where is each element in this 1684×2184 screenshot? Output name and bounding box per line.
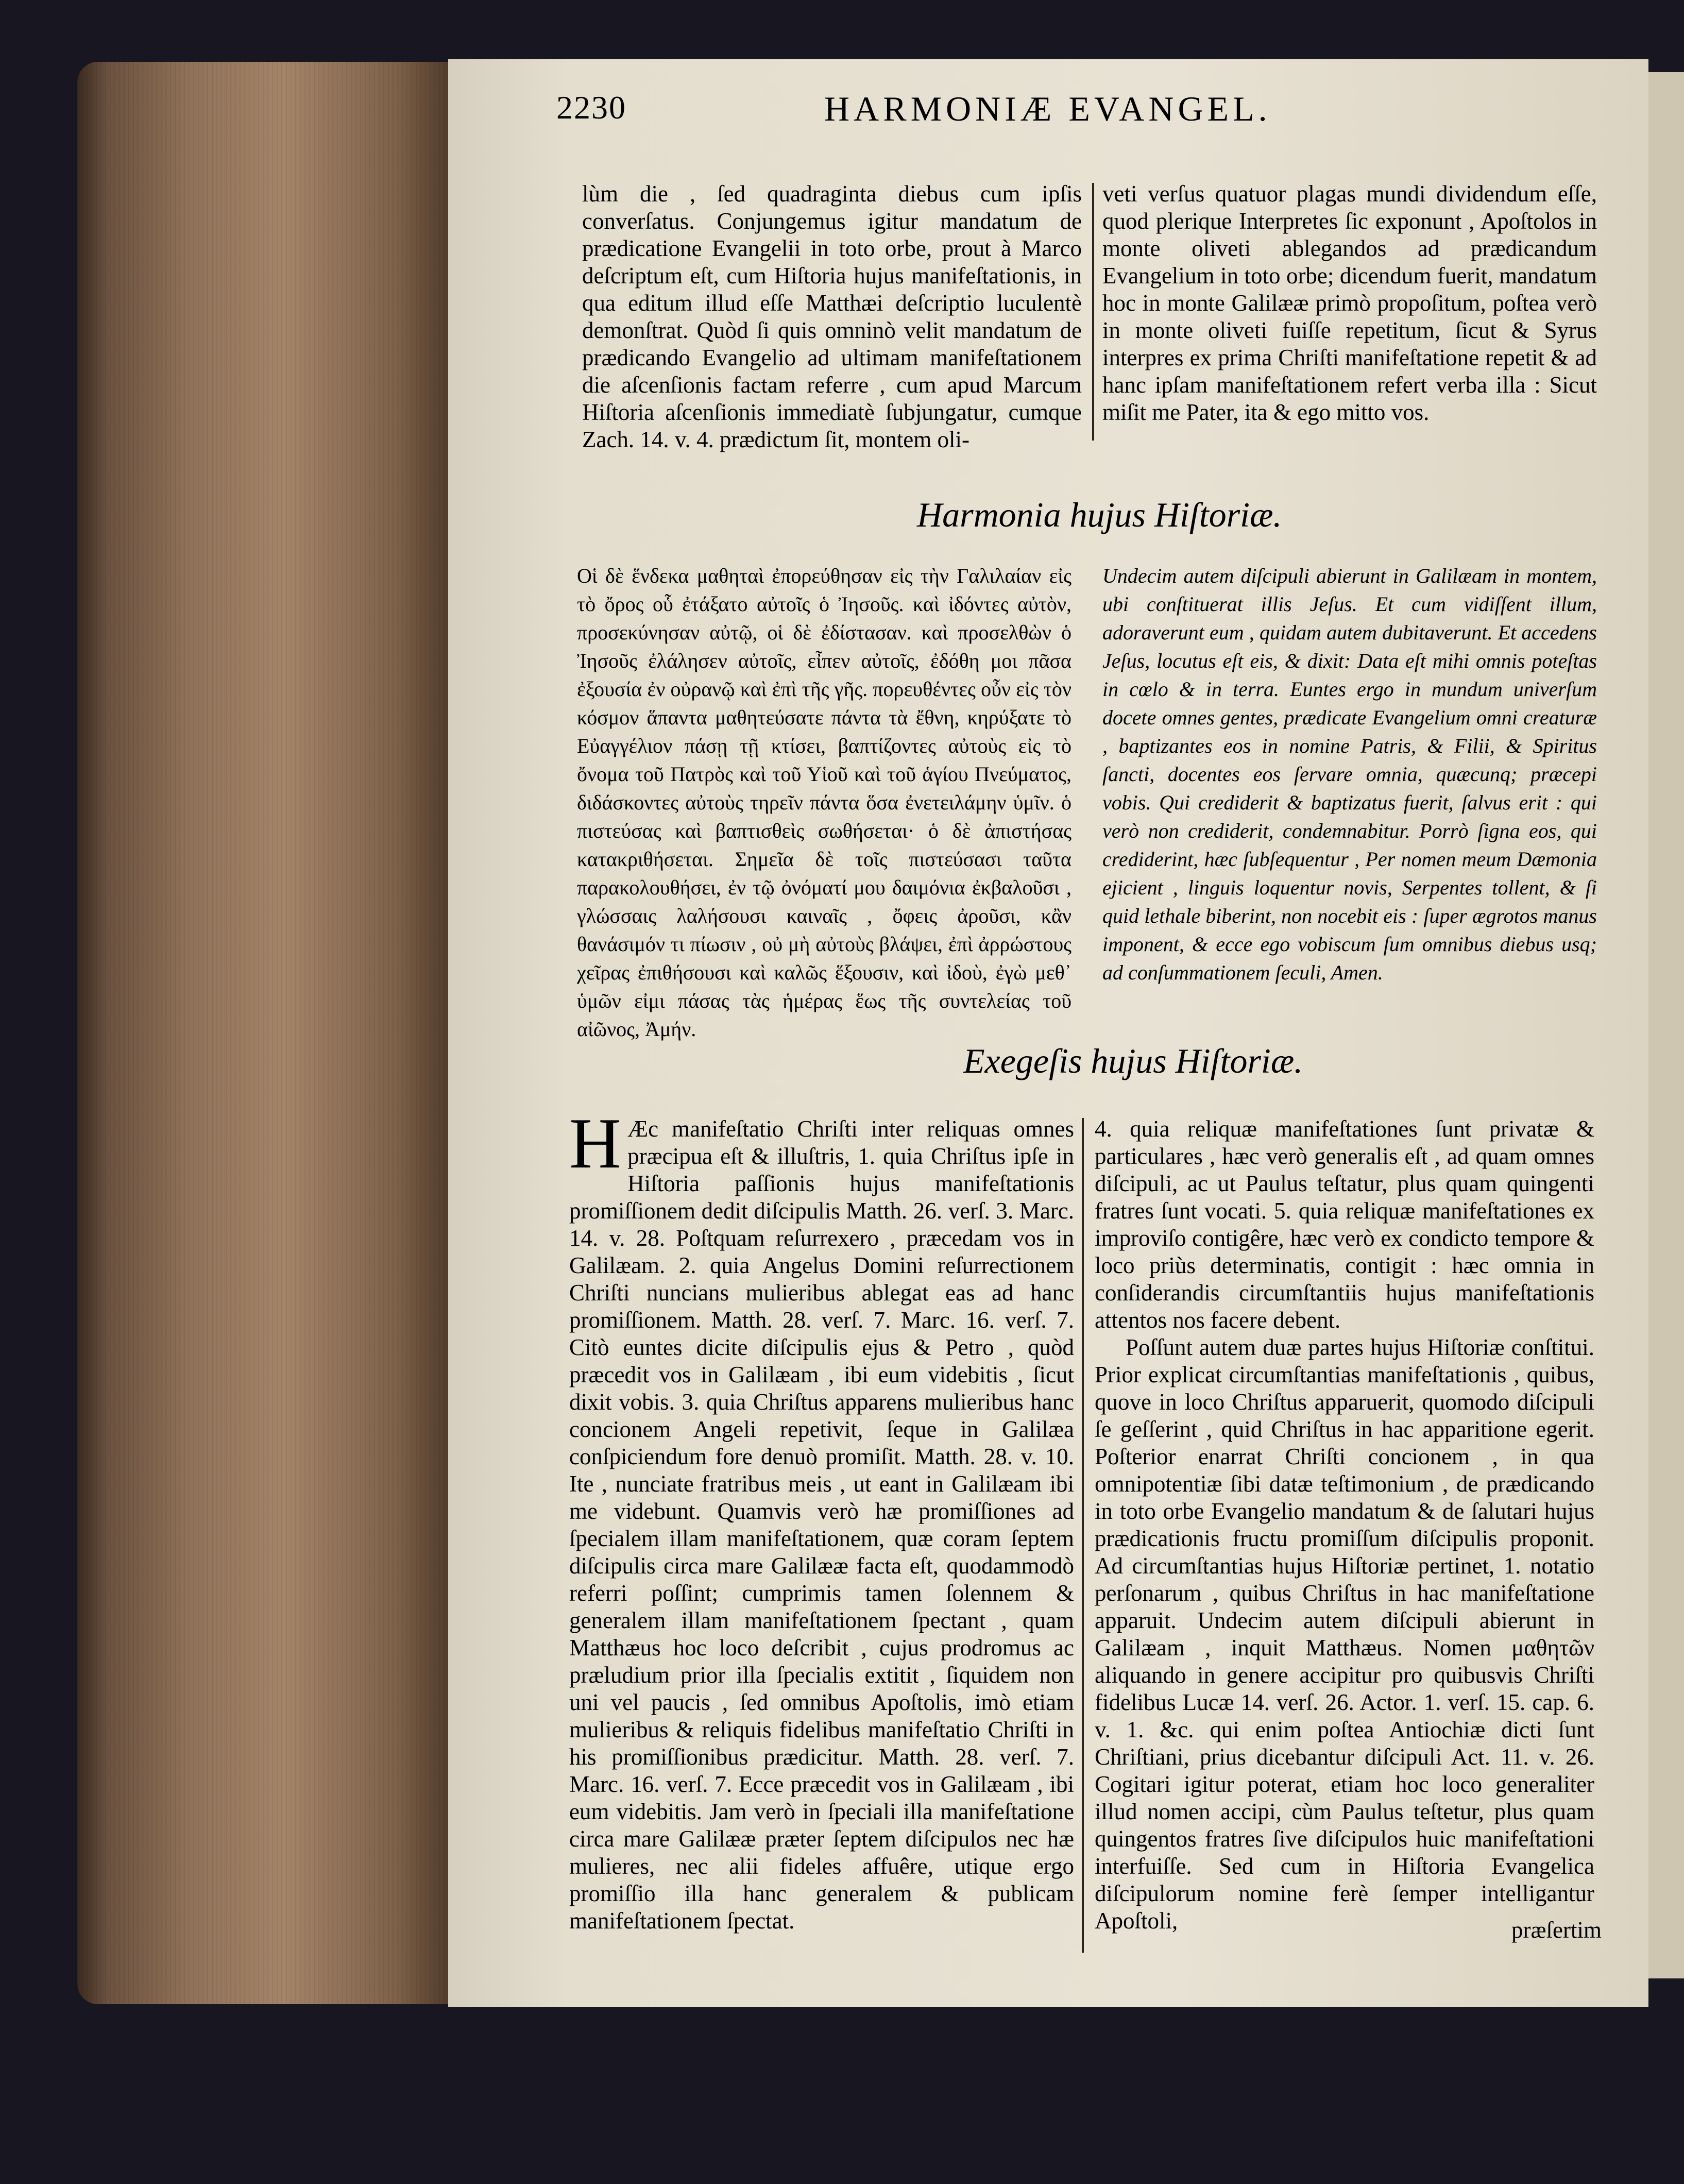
exegesis-right-text-2: Poſſunt autem duæ partes hujus Hiſtoriæ conſtitui. Prior explicat circumſtantias manifeſtationis , quibus, quove in loco Chriſtus apparuerit, quomodo diſcipuli ſe geſſerint , quid Chriſtus in hac apparitione egerit. Poſterior enarrat Chriſti concionem , in qua omnipotentiæ ſibi datæ teſtimonium , de prædicando in toto orbe Evangelio mandatum & de ſalutari hujus prædicationis fructu promiſſum diſcipulis proponit. Ad circumſtantias hujus Hiſtoriæ pertinet, 1. notatio perſonarum , quibus Chriſtus in hac manifeſtatione apparuit. Undecim autem diſcipuli abierunt in Galilæam , inquit Matthæus. Nomen μαθητῶν aliquando in genere accipitur pro quibusvis Chriſti fidelibus Lucæ 14. verſ. 26. Actor. 1. verſ. 15. cap. 6. v. 1. &c. qui enim poſtea Antiochiæ dicti ſunt Chriſtiani, prius dicebantur diſcipuli Act. 11. v. 26. Cogitari igitur poterat, etiam hoc loco generaliter illud nomen accipi, cùm Paulus teſtetur, plus quam quingentos fratres ſive diſcipulos huic manifeſtationi interfuiſſe. Sed cum in Hiſtoria Evangelica diſcipulorum nomine ferè ſemper intelligantur Apoſtoli,	[1095, 1334, 1594, 1934]
exegesis-right-text-1: 4. quia reliquæ manifeſtationes ſunt privatæ & particulares , hæc verò generalis eſt , ad quam omnes diſcipuli, ac ut Paulus teſtatur, plus quam quingenti fratres ſunt vocati. 5. quia reliquæ manifeſtationes ex improviſo contigêre, hæc verò ex condicto tempore & loco priùs determinatis, contigit : hæc omnia in conſiderandis circumſtantiis hujus manifeſtationis attentos nos facere debent.	[1095, 1116, 1594, 1333]
exegesis-left-text: Æc manifeſtatio Chriſti inter reliquas omnes præcipua eſt & illuſtris, 1. quia Chriſtus ipſe in Hiſtoria paſſionis hujus manifeſtationis promiſſionem dedit diſcipulis Matth. 26. verſ. 3. Marc. 14. v. 28. Poſtquam reſurrexero , præcedam vos in Galilæam. 2. quia Angelus Domini reſurrectionem Chriſti nuncians mulieribus ablegat eas ad hanc promiſſionem. Matth. 28. verſ. 7. Marc. 16. verſ. 7. Citò euntes dicite diſcipulis ejus & Petro , quòd præcedit vos in Galilæam , ibi eum videbitis , ſicut dixit vobis. 3. quia Chriſtus apparens mulieribus hanc concionem Angeli repetivit, ſeque in Galilæa conſpiciendum fore denuò promiſit. Matth. 28. v. 10. Ite , nunciate fratribus meis , ut eant in Galilæam ibi me videbunt. Quamvis verò hæ promiſſiones ad ſpecialem illam manifeſtationem, quæ coram ſeptem diſcipulis circa mare Galilææ facta eſt, quodammodò referri poſſint; cumprimis tamen ſolennem & generalem illam manifeſtationem ſpectant , quam Matthæus hoc loco deſcribit , cujus prodromus ac præludium prior illa ſpecialis extitit , ſiquidem non uni vel paucis , ſed omnibus Apoſtolis, imò etiam mulieribus & reliquis fidelibus manifeſtatio Chriſti in his promiſſionibus prædicitur. Matth. 28. verſ. 7. Marc. 16. verſ. 7. Ecce præcedit vos in Galilæam , ibi eum videbitis. Jam verò in ſpeciali illa manifeſtatione circa mare Galilææ præter ſeptem diſcipulos nec hæ mulieres, nec alii fideles affuêre, utique ergo promiſſio illa hanc generalem & publicam manifeſtationem ſpectat.	[569, 1116, 1074, 1934]
catchword: præſertim	[1511, 1917, 1602, 1943]
latin-translation-text: Undecim autem diſcipuli abierunt in Galilæam in montem, ubi conſtituerat illis Jeſus. Et cum vidiſſent illum, adoraverunt eum , quidam autem dubitaverunt. Et accedens Jeſus, locutus eſt eis, & dixit: Data eſt mihi omnis poteſtas in cœlo & in terra. Euntes ergo in mundum univerſum docete omnes gentes, prædicate Evangelium omni creaturæ , baptizantes eos in nomine Patris, & Filii, & Spiritus ſancti, docentes eos ſervare omnia, quæcunq; præcepi vobis. Qui crediderit & baptizatus fuerit, ſalvus erit : qui verò non crediderit, condemnabitur. Porrò ſigna eos, qui crediderint, hæc ſubſequentur , Per nomen meum Dæmonia ejicient , linguis loquentur novis, Serpentes tollent, & ſi quid lethale biberint, non nocebit eis : ſuper ægrotos manus imponent, & ecce ego vobiscum ſum omnibus diebus usq; ad conſummationem ſeculi, Amen.	[1102, 564, 1597, 984]
facing-page-edge	[1648, 72, 1684, 1978]
running-head: HARMONIÆ EVANGEL.	[824, 89, 1271, 128]
top-left-text: lùm die , ſed quadraginta diebus cum ipſis converſatus. Conjungemus igitur mandatum de prædicatione Evangelii in toto orbe, prout à Marco deſcriptum eſt, cum Hiſtoria hujus manifeſtationis, in qua editum illud eſſe Matthæi deſcriptio luculentè demonſtrat. Quòd ſi quis omninò velit mandatum de prædicando Evangelio ad ultimam manifeſtationem die aſcenſionis factam referre , cum apud Marcum Hiſtoria aſcenſionis immediatè ſubjungatur, cumque Zach. 14. v. 4. prædictum ſit, montem oli-	[582, 181, 1082, 452]
top-right-text: veti verſus quatuor plagas mundi dividendum eſſe, quod plerique Interpretes ſic exponunt , Apoſtolos in monte oliveti ablegandos ad prædicandum Evangelium in toto orbe; dicendum fuerit, mandatum hoc in monte Galilææ primò propoſitum, poſtea verò in monte oliveti fuiſſe repetitum, ſicut & Syrus interpres ex prima Chriſti manifeſtatione repetit & ad hanc ipſam manifeſtationem refert verba illa : Sicut miſit me Pater, ita & ego mitto vos.	[1102, 181, 1597, 425]
page-number: 2230	[556, 89, 626, 126]
exegesis-column-divider	[1082, 1118, 1084, 1953]
exegesis-right-column	[1095, 1115, 1594, 1935]
latin-translation-column	[1102, 562, 1597, 987]
top-column-divider	[1092, 183, 1094, 441]
harmony-title: Harmonia hujus Hiſtoriæ.	[917, 495, 1282, 534]
exegesis-left-column	[569, 1104, 1074, 1935]
exegesis-title: Exegeſis hujus Hiſtoriæ.	[963, 1041, 1303, 1080]
greek-text: Οἱ δὲ ἕνδεκα μαθηταὶ ἐπορεύθησαν εἰς τὴν Γαλιλαίαν εἰς τὸ ὄρος οὗ ἐτάξατο αὐτοῖς ὁ Ἰησοῦς. καὶ ἰδόντες αὐτὸν, προσεκύνησαν αὐτῷ, οἱ δὲ ἐδίστασαν. καὶ προσελθὼν ὁ Ἰησοῦς ἐλάλησεν αὐτοῖς, εἶπεν αὐτοῖς, ἐδόθη μοι πᾶσα ἐξουσία ἐν οὐρανῷ καὶ ἐπὶ τῆς γῆς. πορευθέντες οὖν εἰς τὸν κόσμον ἅπαντα μαθητεύσατε πάντα τὰ ἔθνη, κηρύξατε τὸ Εὐαγγέλιον πάσῃ τῇ κτίσει, βαπτίζοντες αὐτοὺς εἰς τὸ ὄνομα τοῦ Πατρὸς καὶ τοῦ Υἱοῦ καὶ τοῦ ἁγίου Πνεύματος, διδάσκοντες αὐτοὺς τηρεῖν πάντα ὅσα ἐνετειλάμην ὑμῖν. ὁ πιστεύσας καὶ βαπτισθεὶς σωθήσεται· ὁ δὲ ἀπιστήσας κατακριθήσεται. Σημεῖα δὲ τοῖς πιστεύσασι ταῦτα παρακολουθήσει, ἐν τῷ ὀνόματί μου δαιμόνια ἐκβαλοῦσι , γλώσσαις λαλήσουσι καιναῖς , ὄφεις ἀροῦσι, κἂν θανάσιμόν τι πίωσιν , οὐ μὴ αὐτοὺς βλάψει, ἐπὶ ἀρρώστους χεῖρας ἐπιθήσουσι καὶ καλῶς ἕξουσιν, καὶ ἰδοὺ, ἐγὼ μεθ᾽ ὑμῶν εἰμι πάσας τὰς ἡμέρας ἕως τῆς συντελείας τοῦ αἰῶνος, Ἀμήν.	[577, 564, 1071, 1041]
page-header	[556, 89, 1597, 145]
drop-cap: H	[569, 1104, 622, 1183]
greek-column	[577, 562, 1071, 1043]
top-right-column	[1102, 180, 1597, 426]
book-fore-edge	[77, 62, 453, 2004]
top-left-column	[582, 180, 1082, 453]
